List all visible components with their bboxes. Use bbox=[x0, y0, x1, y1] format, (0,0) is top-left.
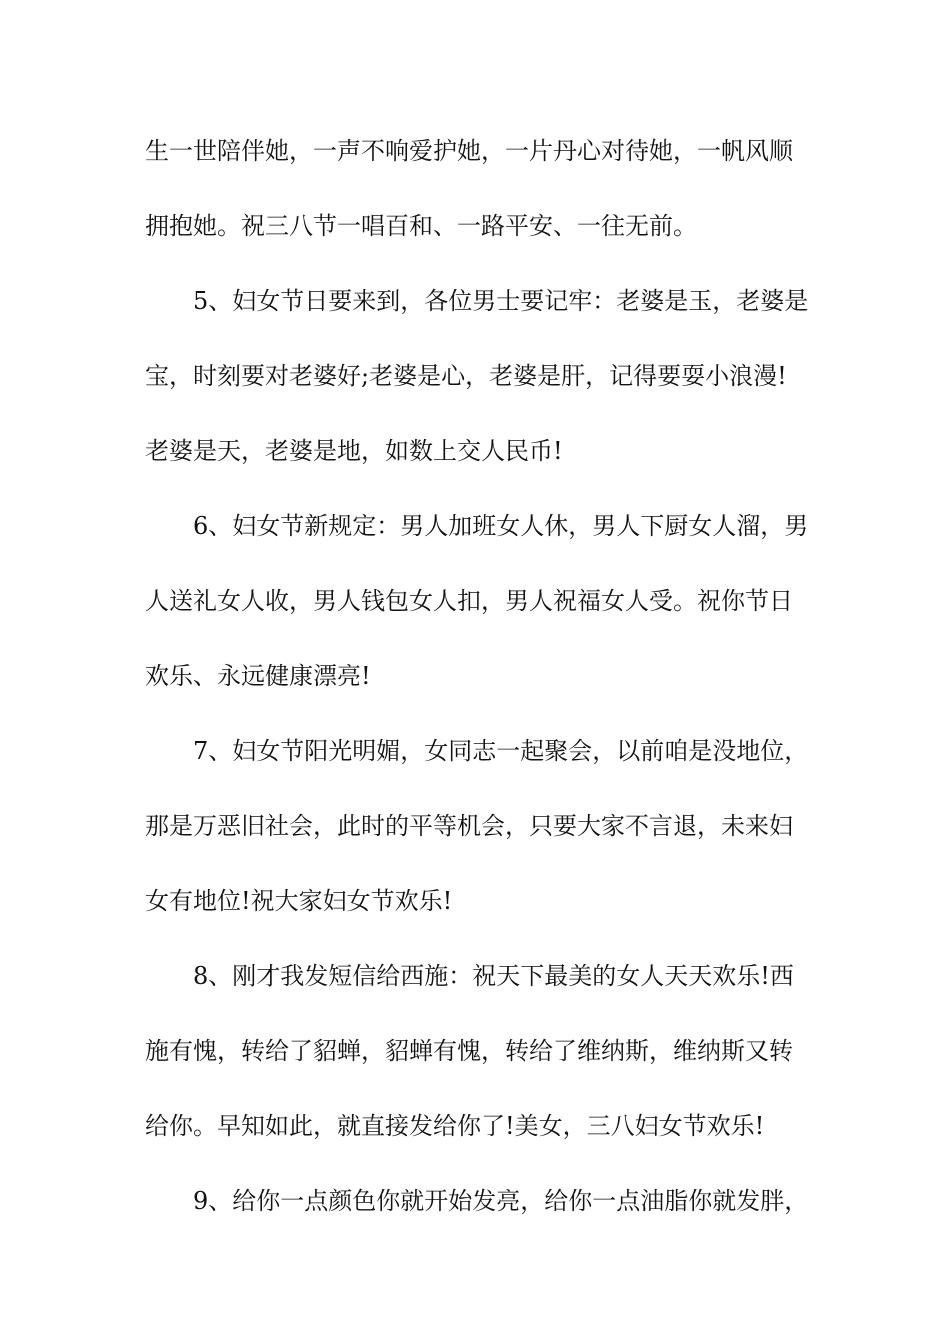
text-line: 生一世陪伴她，一声不响爱护她，一片丹心对待她，一帆风顺 bbox=[145, 137, 793, 165]
text-line: 5、妇女节日要来到，各位男士要记牢：老婆是玉，老婆是 bbox=[193, 287, 809, 315]
text-line: 7、妇女节阳光明媚，女同志一起聚会，以前咱是没地位， bbox=[193, 737, 809, 765]
text-line: 6、妇女节新规定：男人加班女人休，男人下厨女人溜，男 bbox=[193, 512, 809, 540]
text-line: 女有地位!祝大家妇女节欢乐! bbox=[145, 887, 453, 915]
text-line: 那是万恶旧社会，此时的平等机会，只要大家不言退，未来妇 bbox=[145, 812, 793, 840]
text-line: 宝，时刻要对老婆好;老婆是心，老婆是肝，记得要耍小浪漫! bbox=[145, 362, 787, 390]
text-line: 9、给你一点颜色你就开始发亮，给你一点油脂你就发胖， bbox=[193, 1187, 809, 1215]
text-line: 8、刚才我发短信给西施：祝天下最美的女人天天欢乐!西 bbox=[193, 962, 794, 990]
text-line: 欢乐、永远健康漂亮! bbox=[145, 662, 371, 690]
text-line: 人送礼女人收，男人钱包女人扣，男人祝福女人受。祝你节日 bbox=[145, 587, 793, 615]
text-line: 老婆是天，老婆是地，如数上交人民币! bbox=[145, 437, 563, 465]
text-line: 拥抱她。祝三八节一唱百和、一路平安、一往无前。 bbox=[145, 212, 697, 240]
text-line: 给你。早知如此，就直接发给你了!美女，三八妇女节欢乐! bbox=[145, 1112, 765, 1140]
text-line: 施有愧，转给了貂蝉，貂蝉有愧，转给了维纳斯，维纳斯又转 bbox=[145, 1037, 793, 1065]
